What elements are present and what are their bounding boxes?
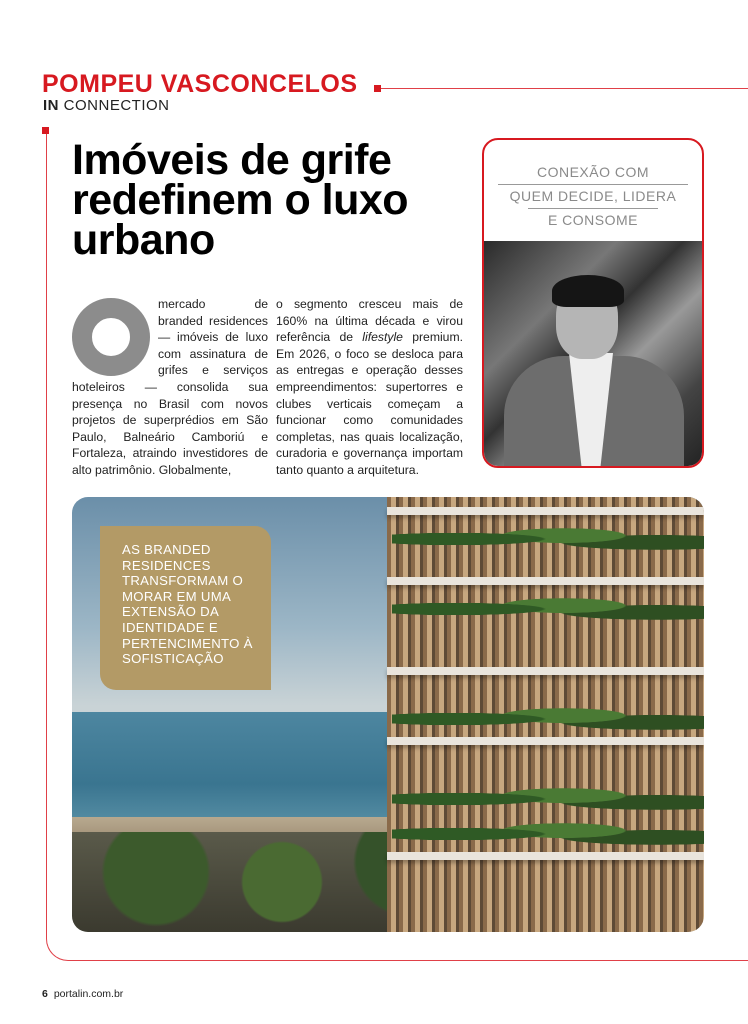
tagline-line-2: QUEM DECIDE, LIDERA (509, 188, 677, 204)
body-text-1: mercado de branded residences — imóveis de luxo com assinatura de grifes e serviços hoteleiros — consolida sua presença no Brasil com novos projetos de superprédios em São Paulo, Balneário Camboriú e Fortaleza, atraindo investidores de alto patrimônio. Globalmente, (72, 297, 268, 477)
section-prefix: IN (43, 97, 59, 114)
building-plants (392, 592, 704, 626)
building-slab (387, 577, 704, 585)
author-name: POMPEU VASCONCELOS (42, 70, 358, 98)
body-column-2 (276, 296, 463, 479)
tagline-line-3: E CONSOME (528, 208, 658, 232)
body-column-1 (72, 296, 268, 479)
photo-hair (552, 275, 624, 307)
building-plants (392, 782, 704, 816)
tagline-line-1: CONEXÃO COM (498, 161, 688, 185)
building-plants (392, 817, 704, 851)
frame-dot (42, 127, 49, 134)
section-label (43, 97, 170, 114)
top-rule (380, 88, 748, 89)
body-text-2a: o segmento cresceu mais de 160% na última década e virou referência de (276, 297, 463, 345)
building-slab (387, 667, 704, 675)
top-rule-dot (374, 85, 381, 92)
body-text-2b: premium. Em 2026, o foco se desloca para as entregas e operação desses empreendimentos: supertorres e clubes verticais começam a funcionar como comunidades completas, nas quais localização, curadoria e governança importam tanto quanto a arquitetura. (276, 330, 463, 477)
building-slab (387, 852, 704, 860)
building-plants (392, 702, 704, 736)
pull-quote: AS BRANDED RESIDENCES TRANSFORMAM O MORAR EM UMA EXTENSÃO DA IDENTIDADE E PERTENCIMENTO À SOFISTICAÇÃO (100, 526, 271, 690)
page-number: 6 (42, 988, 48, 1000)
author-photo (484, 241, 702, 468)
building-plants (392, 522, 704, 556)
building-slab (387, 737, 704, 745)
body-text-2-italic: lifestyle (362, 330, 403, 345)
site-url: portalin.com.br (53, 988, 124, 1000)
section-name: CONNECTION (63, 97, 170, 114)
article-title: Imóveis de grife redefinem o luxo urbano (72, 136, 409, 264)
drop-cap-o (72, 298, 150, 376)
card-tagline (484, 161, 702, 232)
building-slab (387, 507, 704, 515)
page-footer (42, 988, 123, 1000)
author-card (482, 138, 704, 468)
